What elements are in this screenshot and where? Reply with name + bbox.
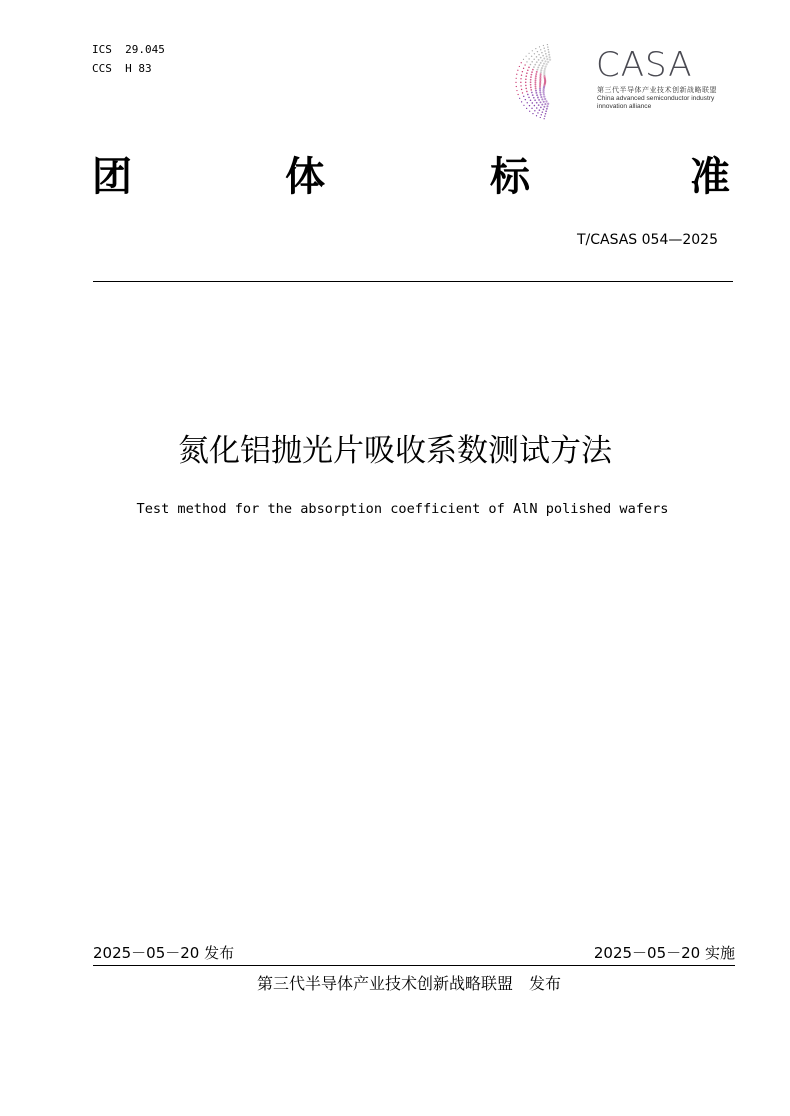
logo-dot <box>549 56 551 58</box>
logo-subtitle-en-line2: innovation alliance <box>597 103 652 110</box>
logo-dot <box>516 90 517 91</box>
classification-codes <box>92 40 165 78</box>
logo-dot <box>542 111 544 113</box>
logo-dot <box>522 92 523 93</box>
logo-dot <box>536 107 538 109</box>
logo-dot <box>530 76 532 78</box>
logo-dot <box>516 74 517 75</box>
logo-dot <box>532 113 533 114</box>
logo-dot <box>543 95 545 97</box>
logo-dot <box>532 102 534 104</box>
logo-dot <box>520 82 521 83</box>
logo-dot <box>525 75 527 77</box>
logo-dot <box>527 94 529 96</box>
logo-dot <box>526 56 527 57</box>
logo-dot <box>548 49 550 51</box>
logo-dot <box>538 104 540 106</box>
logo-dot <box>544 60 546 62</box>
logo-dot <box>544 118 545 119</box>
logo-dot <box>535 75 537 77</box>
logo-dot <box>520 85 521 86</box>
logo-dot <box>543 70 545 72</box>
logo-dot <box>540 71 542 73</box>
logo-dot <box>530 64 532 66</box>
ccs-code: CCS H 83 <box>92 62 152 75</box>
logo-dot <box>535 87 537 89</box>
standard-type-char: 体 <box>285 153 325 200</box>
logo-dot <box>524 64 525 65</box>
logo-dot <box>536 56 538 58</box>
logo-dot <box>533 58 535 60</box>
logo-dot <box>526 108 527 109</box>
logo-dot <box>516 86 517 87</box>
logo-dot <box>535 79 537 81</box>
logo-dot <box>547 44 548 45</box>
logo-dot <box>548 54 550 56</box>
logo-dot <box>525 78 527 80</box>
logo-dot <box>537 112 538 113</box>
casa-logo <box>510 42 740 122</box>
logo-dot <box>521 62 522 63</box>
logo-dot <box>529 105 530 106</box>
logo-dot <box>534 83 536 85</box>
logo-dot <box>544 116 545 117</box>
logo-dot <box>530 84 532 86</box>
logo-dot <box>519 98 520 99</box>
header-divider <box>93 281 733 282</box>
casa-logo-mark-icon <box>510 42 590 122</box>
logo-dot <box>526 72 528 74</box>
standard-type-char: 标 <box>490 153 530 200</box>
logo-dot <box>537 97 539 99</box>
logo-dot <box>546 108 548 110</box>
logo-dot <box>541 67 543 69</box>
logo-subtitle-en-line1: China advanced semiconductor industry <box>597 95 715 102</box>
logo-dot <box>531 71 533 73</box>
logo-dot <box>539 88 541 90</box>
logo-dot <box>546 63 548 65</box>
logo-dot <box>521 89 522 90</box>
logo-dot <box>538 54 540 56</box>
logo-dot <box>545 113 547 115</box>
logo-dot <box>542 109 544 111</box>
logo-dot <box>540 69 542 71</box>
logo-dot <box>546 58 548 60</box>
standard-type-char: 团 <box>92 153 132 200</box>
logo-dot <box>544 98 546 100</box>
logo-dot <box>535 77 537 79</box>
logo-subtitle-cn: 第三代半导体产业技术创新战略联盟 <box>597 86 717 94</box>
logo-dot <box>544 48 545 49</box>
logo-dot <box>525 99 526 100</box>
document-title-en: Test method for the absorption coefficient of AlN polished wafers <box>136 501 669 517</box>
logo-dot <box>541 60 543 62</box>
standard-type-heading <box>92 150 732 204</box>
logo-dot <box>540 57 542 59</box>
logo-dot <box>520 78 521 79</box>
logo-dot <box>536 69 538 71</box>
logo-dot <box>540 96 542 98</box>
logo-dot <box>531 92 533 94</box>
logo-dot <box>534 53 535 54</box>
logo-dot <box>547 61 549 63</box>
logo-dot <box>525 82 527 84</box>
logo-dot <box>535 90 537 92</box>
logo-dot <box>540 49 541 50</box>
logo-dot <box>526 61 527 62</box>
logo-dot <box>528 67 530 69</box>
standard-number: T/CASAS 054—2025 <box>576 232 718 248</box>
logo-dot <box>519 66 520 67</box>
logo-dot <box>517 70 518 71</box>
logo-dot <box>526 91 528 93</box>
logo-dot <box>535 85 537 87</box>
logo-dot <box>532 94 534 96</box>
logo-dot <box>543 93 545 95</box>
publisher: 第三代半导体产业技术创新战略联盟 发布 <box>256 974 561 993</box>
logo-dot <box>538 99 540 101</box>
logo-dot <box>540 107 542 109</box>
standard-type-char: 准 <box>690 153 730 200</box>
ics-code: ICS 29.045 <box>92 43 165 56</box>
logo-dot <box>537 66 539 68</box>
logo-dot <box>544 50 546 52</box>
logo-dot <box>530 79 532 81</box>
logo-dot <box>522 71 523 72</box>
logo-dot <box>528 53 529 54</box>
logo-dot <box>536 61 538 63</box>
logo-dot <box>543 45 544 46</box>
logo-dot <box>549 59 551 61</box>
logo-dot <box>534 99 536 101</box>
logo-dot <box>527 102 528 103</box>
logo-dot <box>532 69 534 71</box>
logo-dot <box>515 82 516 83</box>
logo-dot <box>543 58 545 60</box>
logo-dot <box>541 104 543 106</box>
logo-dot <box>534 110 535 111</box>
logo-dot <box>543 101 545 103</box>
logo-dot <box>548 51 550 53</box>
logo-dot <box>535 92 537 94</box>
logo-dot <box>547 103 549 105</box>
implement-date: 2025－05－20 实施 <box>593 944 735 962</box>
logo-dot <box>540 62 542 64</box>
logo-dot <box>542 89 544 91</box>
logo-dot <box>523 105 524 106</box>
logo-dot <box>542 91 544 93</box>
logo-dot <box>516 78 517 79</box>
logo-dot <box>523 96 524 97</box>
logo-dot <box>541 114 542 115</box>
logo-dot <box>540 101 542 103</box>
logo-dot <box>521 75 522 76</box>
logo-dot <box>545 53 547 55</box>
logo-dot <box>532 50 533 51</box>
logo-dot <box>528 97 530 99</box>
logo-dot <box>531 108 532 109</box>
logo-dot <box>538 64 540 66</box>
logo-dot <box>530 99 532 101</box>
logo-dot <box>547 46 548 47</box>
logo-dot <box>518 94 519 95</box>
logo-dot <box>531 61 533 63</box>
logo-dot <box>542 65 544 67</box>
logo-dot <box>539 90 541 92</box>
logo-dot <box>544 65 546 67</box>
logo-dot <box>534 64 536 66</box>
logo-dot <box>543 106 545 108</box>
logo-dot <box>542 55 544 57</box>
logo-dot <box>530 86 532 88</box>
logo-dot <box>535 48 536 49</box>
logo-dot <box>535 73 537 75</box>
logo-dot <box>536 94 538 96</box>
logo-dot <box>541 98 543 100</box>
logo-dot <box>537 51 538 52</box>
logo-dot <box>533 97 535 99</box>
logo-dot <box>529 111 530 112</box>
footer-divider <box>93 965 735 966</box>
logo-dot <box>546 56 548 58</box>
logo-dot <box>536 115 537 116</box>
logo-dot <box>539 109 541 111</box>
logo-dot <box>544 103 546 105</box>
logo-dot <box>531 56 532 57</box>
logo-dot <box>534 105 536 107</box>
logo-dot <box>530 89 532 91</box>
logo-dot <box>525 85 527 87</box>
logo-dot <box>523 68 524 69</box>
logo-dot <box>523 59 524 60</box>
logo-dot <box>534 81 536 83</box>
logo-dot <box>528 58 529 59</box>
logo-dot <box>545 110 547 112</box>
logo-dot <box>533 66 535 68</box>
document-title-cn: 氮化铝抛光片吸收系数测试方法 <box>178 433 612 469</box>
logo-dot <box>540 117 541 118</box>
logo-dot <box>521 101 522 102</box>
logo-dot <box>543 63 545 65</box>
logo-title: CASA <box>596 45 693 85</box>
logo-dot <box>545 100 547 102</box>
logo-dot <box>544 68 546 70</box>
logo-dot <box>525 88 527 90</box>
logo-dot <box>531 74 533 76</box>
logo-dot <box>527 69 529 71</box>
logo-dot <box>538 59 540 61</box>
logo-dot <box>539 46 540 47</box>
logo-dot <box>546 105 548 107</box>
logo-dot <box>539 92 541 94</box>
logo-dot <box>536 71 538 73</box>
logo-dot <box>530 81 532 83</box>
logo-dot <box>540 94 542 96</box>
logo-dot <box>536 102 538 104</box>
publish-date: 2025－05－20 发布 <box>93 944 235 962</box>
logo-dot <box>541 52 543 54</box>
